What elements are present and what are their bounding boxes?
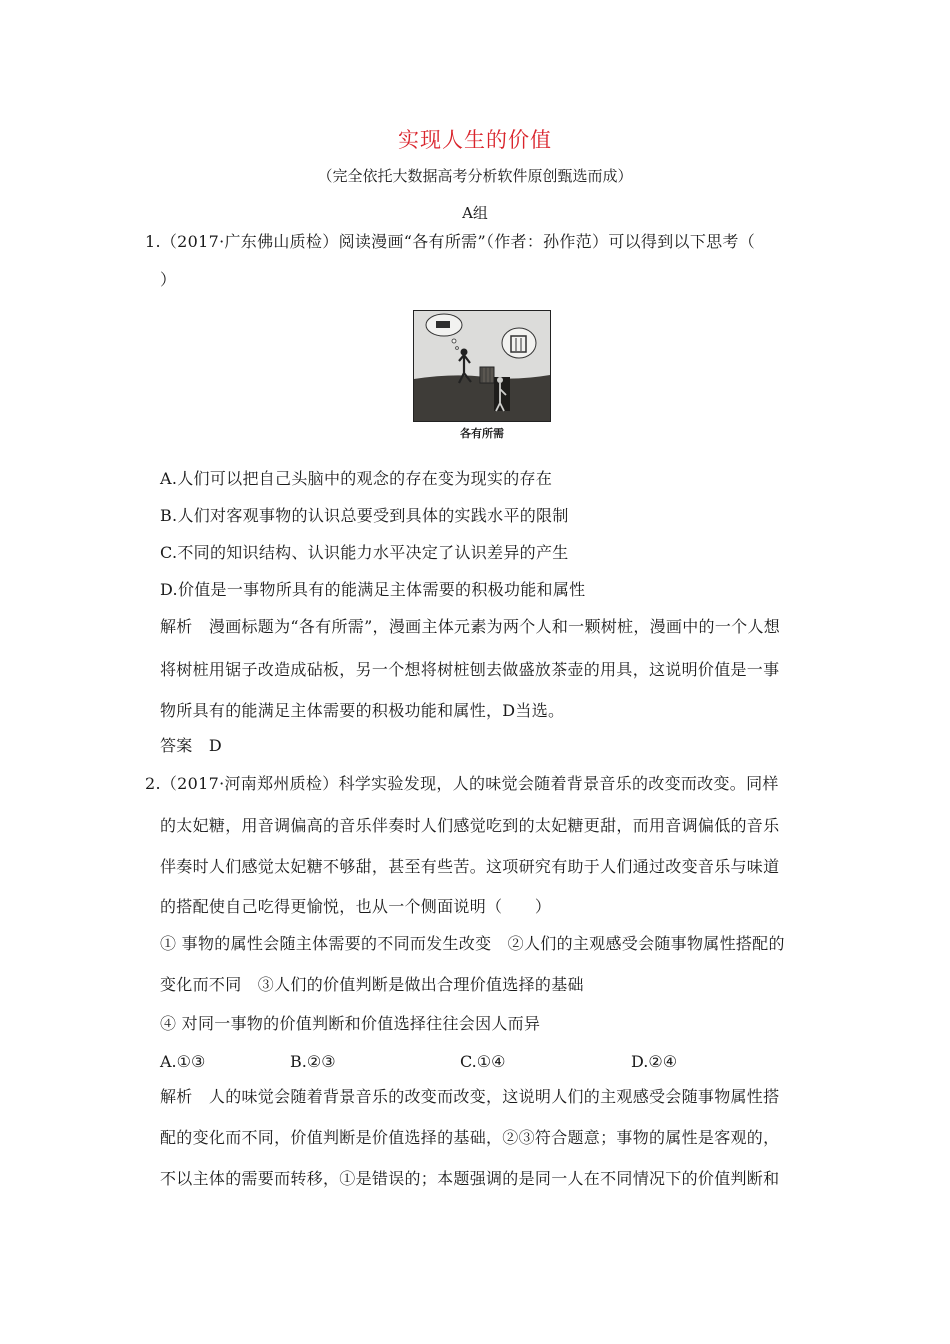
q2-stem-line2: 的太妃糖，用音调偏高的音乐伴奏时人们感觉吃到的太妃糖更甜，而用音调偏低的音乐 <box>160 816 780 835</box>
q1-answer: 答案 D <box>160 736 223 755</box>
q2-stem-line1: 2.（2017·河南郑州质检）科学实验发现，人的味觉会随着背景音乐的改变而改变。同样 <box>145 774 779 793</box>
cartoon-image <box>413 310 551 422</box>
q2-analysis-line2: 配的变化而不同，价值判断是价值选择的基础，②③符合题意；事物的属性是客观的， <box>160 1128 780 1147</box>
q2-stem-line4: 的搭配使自己吃得更愉悦，也从一个侧面说明（ ） <box>160 897 552 916</box>
q2-statement-line2: 变化而不同 ③人们的价值判断是做出合理价值选择的基础 <box>160 975 584 994</box>
q1-analysis-line2: 将树桩用锯子改造成砧板，另一个想将树桩刨去做盛放茶壶的用具，这说明价值是一事 <box>160 660 780 679</box>
q1-option-b: B.人们对客观事物的认识总要受到具体的实践水平的限制 <box>160 506 569 525</box>
q1-analysis-line3: 物所具有的能满足主体需要的积极功能和属性，D当选。 <box>160 701 565 720</box>
q2-option-c: C.①④ <box>460 1052 506 1071</box>
q2-analysis-line1: 解析 人的味觉会随着背景音乐的改变而改变，这说明人们的主观感受会随事物属性搭 <box>160 1087 780 1106</box>
q1-stem-line1: 1.（2017·广东佛山质检）阅读漫画“各有所需”（作者：孙作范）可以得到以下思考（ <box>145 232 756 251</box>
cartoon-caption: 各有所需 <box>460 427 504 440</box>
q2-option-a: A.①③ <box>160 1052 206 1071</box>
q2-option-b: B.②③ <box>290 1052 336 1071</box>
q1-option-d: D.价值是一事物所具有的能满足主体需要的积极功能和属性 <box>160 580 586 599</box>
q1-analysis-line1: 解析 漫画标题为“各有所需”，漫画主体元素为两个人和一颗树桩，漫画中的一个人想 <box>160 617 781 636</box>
page-title: 实现人生的价值 <box>398 128 552 152</box>
q2-statement-line3: ④ 对同一事物的价值判断和价值选择往往会因人而异 <box>160 1014 541 1033</box>
q1-option-a: A.人们可以把自己头脑中的观念的存在变为现实的存在 <box>160 469 553 488</box>
page-subtitle: （完全依托大数据高考分析软件原创甄选而成） <box>317 167 633 185</box>
group-label: A组 <box>462 204 488 222</box>
q2-stem-line3: 伴奏时人们感觉太妃糖不够甜，甚至有些苦。这项研究有助于人们通过改变音乐与味道 <box>160 857 780 876</box>
cartoon-illustration <box>414 311 550 421</box>
q2-option-d: D.②④ <box>631 1052 678 1071</box>
q1-stem-line2: ） <box>160 270 177 289</box>
q1-option-c: C.不同的知识结构、认识能力水平决定了认识差异的产生 <box>160 543 569 562</box>
q2-statement-line1: ① 事物的属性会随主体需要的不同而发生改变 ②人们的主观感受会随事物属性搭配的 <box>160 934 785 953</box>
q2-analysis-line3: 不以主体的需要而转移，①是错误的；本题强调的是同一人在不同情况下的价值判断和 <box>160 1169 780 1188</box>
